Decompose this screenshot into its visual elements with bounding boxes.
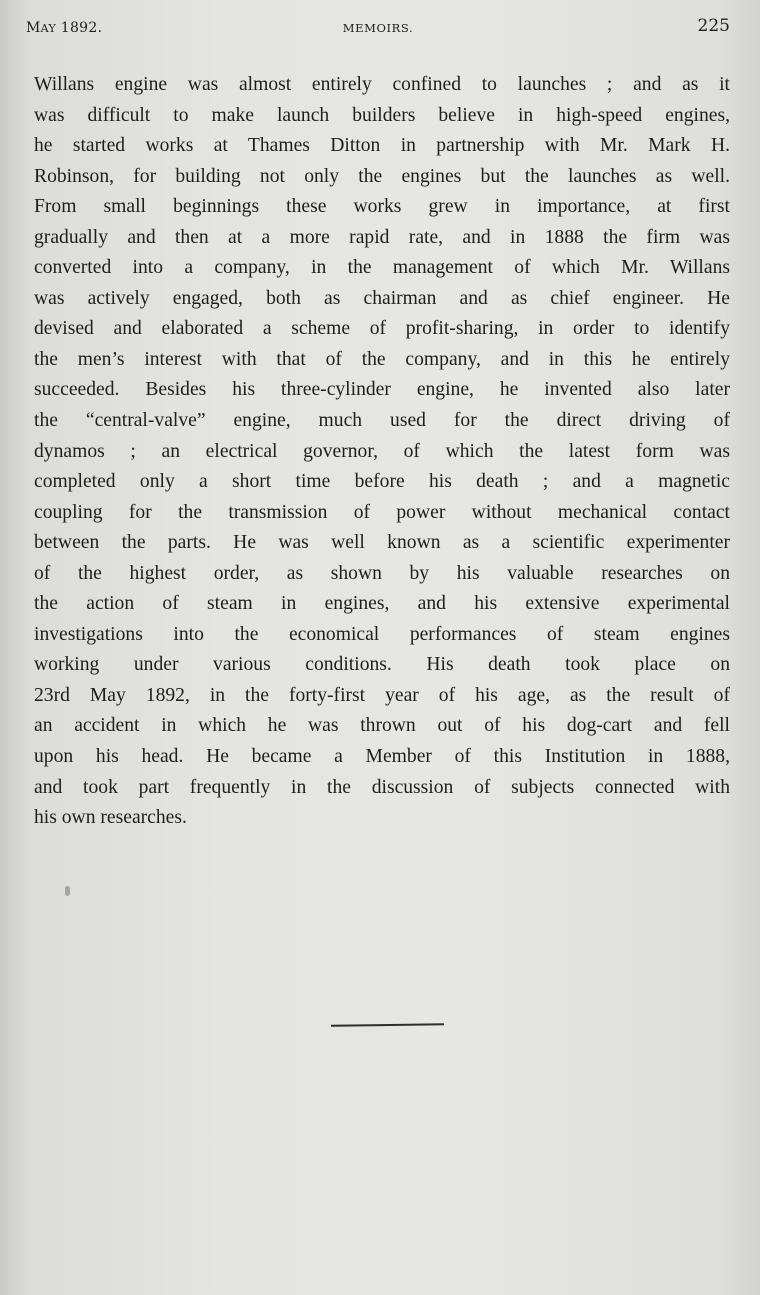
memoir-paragraph (34, 70, 730, 834)
text-line: was difficult to make launch builders believe in high-speed engines, (34, 104, 730, 126)
text-line: gradually and then at a more rapid rate, and in 1888 the firm was (34, 226, 730, 248)
section-end-rule (331, 1023, 444, 1026)
running-head-date-year: 1892. (56, 20, 103, 36)
text-line: devised and elaborated a scheme of profit-sharing, in order to identify (34, 318, 730, 340)
text-line: working under various conditions. His death took place on (34, 654, 730, 676)
text-line: converted into a company, in the management of which Mr. Willans (34, 257, 730, 279)
text-line: investigations into the economical performances of steam engines (34, 623, 730, 645)
text-line: was actively engaged, both as chairman and as chief engineer. He (34, 287, 730, 309)
text-line: Willans engine was almost entirely confined to launches ; and as it (34, 74, 730, 95)
text-line: coupling for the transmission of power without mechanical contact (34, 501, 730, 523)
page-number: 225 (697, 16, 730, 36)
text-line: he started works at Thames Ditton in partnership with Mr. Mark H. (34, 135, 730, 157)
text-line: upon his head. He became a Member of this Institution in 1888, (34, 746, 730, 768)
text-line: between the parts. He was well known as a scientific experimenter (34, 532, 730, 554)
running-head-date-initial: M (26, 20, 41, 36)
text-line: dynamos ; an electrical governor, of which the latest form was (34, 440, 730, 462)
text-line: Robinson, for building not only the engines but the launches as well. (34, 165, 730, 187)
running-head-title: MEMOIRS. (342, 21, 414, 35)
text-line: of the highest order, as shown by his valuable researches on (34, 562, 730, 584)
text-line: the “central-valve” engine, much used for the direct driving of (34, 410, 730, 432)
text-line: the men’s interest with that of the company, and in this he entirely (34, 348, 730, 370)
text-line: the action of steam in engines, and his extensive experimental (34, 593, 730, 615)
text-line-last: his own researches. (34, 807, 187, 829)
text-line: From small beginnings these works grew in importance, at first (34, 196, 730, 218)
text-line: an accident in which he was thrown out of his dog-cart and fell (34, 715, 730, 737)
running-head-date-smallcaps: AY (40, 22, 57, 35)
ink-blot (65, 886, 70, 896)
text-line: completed only a short time before his death ; and a magnetic (34, 471, 730, 493)
text-line: and took part frequently in the discussion of subjects connected with (34, 776, 730, 798)
text-line: succeeded. Besides his three-cylinder engine, he invented also later (34, 379, 730, 401)
running-head (26, 14, 730, 42)
text-line: 23rd May 1892, in the forty-first year of his age, as the result of (34, 684, 730, 706)
